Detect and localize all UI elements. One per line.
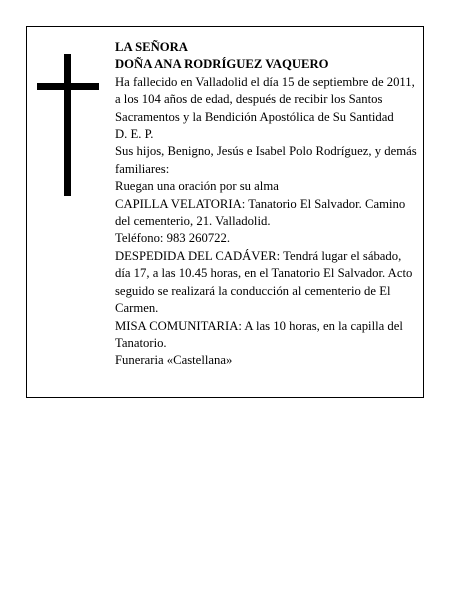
notice-mass: MISA COMUNITARIA: A las 10 horas, en la capilla del Tanatorio. — [115, 318, 403, 350]
notice-heading-title: LA SEÑORA — [115, 40, 188, 54]
notice-chapel: CAPILLA VELATORIA: Tanatorio El Salvador. Camino del cementerio, 21. Valladolid. — [115, 196, 406, 229]
cross-icon — [37, 54, 99, 196]
notice-farewell: DESPEDIDA DEL CADÁVER: Tendrá lugar el sábado, día 17, a las 10.45 horas, en el Tanatorio El Salvador. Acto seguido se realizará la conducción al cementerio de El Carmen. — [115, 248, 413, 316]
notice-heading-name: DOÑA ANA RODRÍGUEZ VAQUERO — [115, 57, 329, 72]
notice-text — [115, 39, 417, 370]
notice-funeral-home: Funeraria «Castellana» — [115, 353, 233, 368]
notice-death-announcement: Ha fallecido en Valladolid el día 15 de septiembre de 2011, a los 104 años de edad, después de recibir los Santos Sacramentos y la Bendición Apostólica de Su Santidad — [115, 74, 415, 124]
cross-vertical-bar — [64, 54, 71, 196]
obituary-notice — [26, 26, 424, 398]
notice-phone: Teléfono: 983 260722. — [115, 231, 231, 246]
cross-horizontal-bar — [37, 83, 99, 90]
notice-prayer-request: Ruegan una oración por su alma — [115, 179, 279, 194]
notice-rip: D. E. P. — [115, 127, 154, 142]
notice-family: Sus hijos, Benigno, Jesús e Isabel Polo Rodríguez, y demás familiares: — [115, 144, 417, 176]
